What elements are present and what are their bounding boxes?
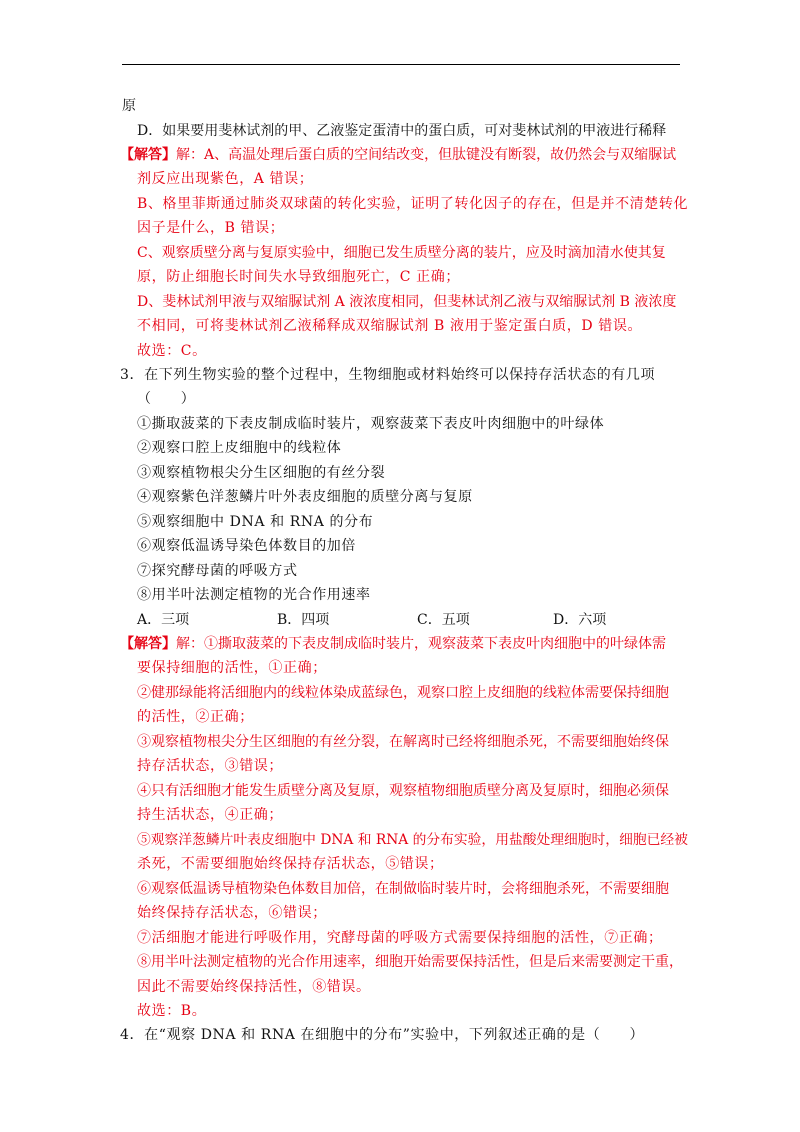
q2-answer-line-3: 因子是什么，B 错误； — [137, 220, 285, 236]
q2-answer-line-7: 不相同，可将斐林试剂乙液稀释成双缩脲试剂 B 液用于鉴定蛋白质，D 错误。 — [137, 318, 643, 334]
q3-answer-line-6: ④只有活细胞才能发生质壁分离及复原，观察植物细胞质壁分离及复原时，细胞必须保 — [137, 783, 669, 799]
q2-option-d: D．如果要用斐林试剂的甲、乙液鉴定蛋清中的蛋白质，可对斐林试剂的甲液进行稀释 — [137, 123, 667, 139]
header-rule — [122, 64, 680, 65]
q4-stem: 4．在“观察 DNA 和 RNA 在细胞中的分布”实验中，下列叙述正确的是（ ） — [120, 1027, 645, 1043]
q3-answer-line-11: 始终保持存活状态，⑥错误； — [137, 905, 327, 921]
q2-answer-line-6: D、斐林试剂甲液与双缩脲试剂 A 液浓度相同，但斐林试剂乙液与双缩脲试剂 B 液浓度 — [137, 294, 677, 310]
q3-answer-line-3: 的活性，②正确； — [137, 709, 254, 725]
q2-answer-line-2: B、格里菲斯通过肺炎双球菌的转化实验，证明了转化因子的存在，但是并不清楚转化 — [137, 196, 689, 212]
q3-item-3: ③观察植物根尖分生区细胞的有丝分裂 — [137, 465, 386, 481]
q3-answer-line-8: ⑤观察洋葱鳞片叶表皮细胞中 DNA 和 RNA 的分布实验，用盐酸处理细胞时，细胞已经被 — [137, 832, 688, 848]
q2-answer-tag: 【解答】 — [120, 147, 176, 163]
q3-answer-line-10: ⑥观察低温诱导植物染色体数目加倍，在制做临时装片时，会将细胞杀死，不需要细胞 — [137, 881, 669, 897]
q2-tail: 原 — [122, 98, 137, 114]
q3-answer-line-0: 【解答】解：①撕取菠菜的下表皮制成临时装片，观察菠菜下表皮叶肉细胞中的叶绿体需 — [120, 636, 666, 652]
q2-answer-line-8: 故选：C。 — [137, 343, 207, 359]
q3-item-4: ④观察紫色洋葱鳞片叶外表皮细胞的质壁分离与复原 — [137, 489, 473, 505]
q2-answer-line-0: 【解答】解：A、高温处理后蛋白质的空间结改变，但肽键没有断裂，故仍然会与双缩脲试 — [120, 147, 677, 163]
q3-paren: （ ） — [137, 391, 196, 407]
q3-option-d: D．六项 — [553, 612, 607, 628]
q3-item-1: ①撕取菠菜的下表皮制成临时装片，观察菠菜下表皮叶肉细胞中的叶绿体 — [137, 416, 605, 432]
q3-answer-line-4: ③观察植物根尖分生区细胞的有丝分裂，在解离时已经将细胞杀死，不需要细胞始终保 — [137, 734, 669, 750]
q2-answer-line-5: 原，防止细胞长时间失水导致细胞死亡，C 正确； — [137, 269, 460, 285]
q3-option-c: C．五项 — [417, 612, 470, 628]
q3-option-b: B．四项 — [277, 612, 330, 628]
q2-answer-line-1: 剂反应出现紫色，A 错误； — [137, 171, 314, 187]
q3-item-5: ⑤观察细胞中 DNA 和 RNA 的分布 — [137, 514, 374, 530]
q3-answer-tag: 【解答】 — [120, 636, 176, 652]
q3-answer-line-1: 要保持细胞的活性，①正确； — [137, 660, 327, 676]
q2-answer-line-4: C、观察质壁分离与复原实验中，细胞已发生质壁分离的装片，应及时滴加清水使其复 — [137, 245, 666, 261]
q3-answer-line-14: 因此不需要始终保持活性，⑧错误。 — [137, 979, 371, 995]
q3-item-8: ⑧用半叶法测定植物的光合作用速率 — [137, 587, 371, 603]
q3-answer-line-13: ⑧用半叶法测定植物的光合作用速率，细胞开始需要保持活性，但是后来需要测定干重， — [137, 954, 683, 970]
q3-item-7: ⑦探究酵母菌的呼吸方式 — [137, 563, 298, 579]
q3-option-a: A．三项 — [137, 612, 190, 628]
q3-item-2: ②观察口腔上皮细胞中的线粒体 — [137, 440, 342, 456]
q3-stem: 3．在下列生物实验的整个过程中，生物细胞或材料始终可以保持存活状态的有几项 — [120, 367, 656, 383]
q3-answer-line-2: ②健那绿能将活细胞内的线粒体染成蓝绿色，观察口腔上皮细胞的线粒体需要保持细胞 — [137, 685, 669, 701]
q3-answer-line-5: 持存活状态，③错误； — [137, 758, 283, 774]
q3-item-6: ⑥观察低温诱导染色体数目的加倍 — [137, 538, 356, 554]
q3-answer-line-15: 故选：B。 — [137, 1003, 207, 1019]
q3-answer-line-12: ⑦活细胞才能进行呼吸作用，究酵母菌的呼吸方式需要保持细胞的活性，⑦正确； — [137, 930, 663, 946]
q3-answer-line-7: 持生活状态，④正确； — [137, 807, 283, 823]
q3-answer-line-9: 杀死，不需要细胞始终保持存活状态，⑤错误； — [137, 856, 444, 872]
